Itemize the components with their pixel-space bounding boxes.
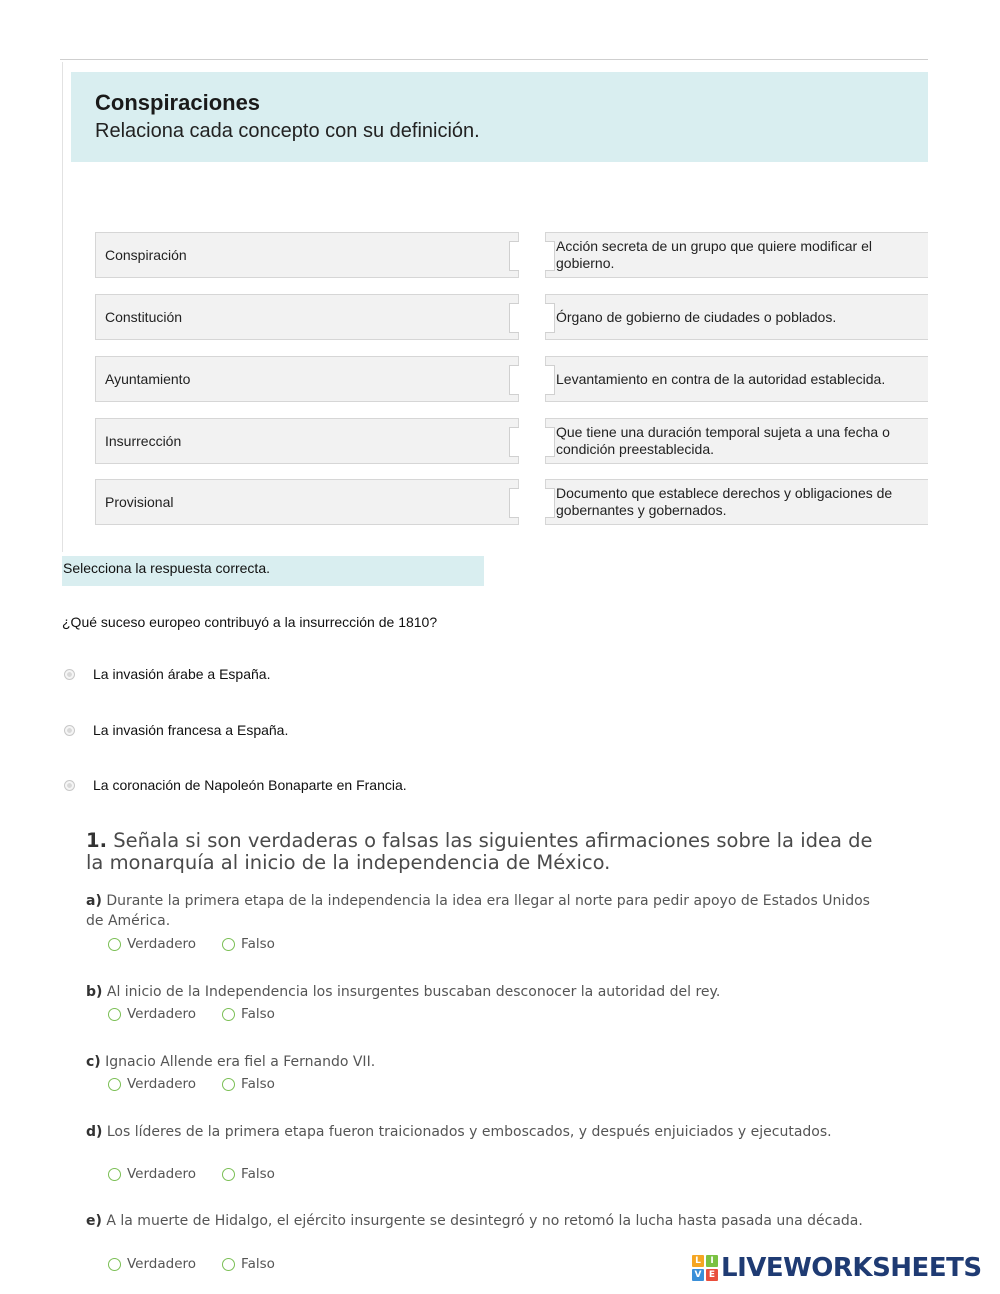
false-label: Falso <box>241 1076 275 1092</box>
tf-statement <box>86 891 876 931</box>
top-divider <box>60 59 928 60</box>
concept-card[interactable] <box>95 356 519 402</box>
definition-label: Acción secreta de un grupo que quiere modificar el gobierno. <box>556 238 872 271</box>
instruction-text: Selecciona la respuesta correcta. <box>63 560 270 576</box>
definition-card[interactable] <box>545 232 928 278</box>
statement-text: A la muerte de Hidalgo, el ejército insurgente se desintegró y no retomó la lucha hasta pasada una década. <box>106 1213 863 1229</box>
true-label: Verdadero <box>127 936 197 952</box>
true-label: Verdadero <box>127 1076 197 1092</box>
true-label: Verdadero <box>127 1256 197 1272</box>
true-label: Verdadero <box>127 1166 197 1182</box>
logo-letter: I <box>706 1255 718 1267</box>
radio-ring-icon[interactable] <box>108 1008 121 1021</box>
concept-label: Insurrección <box>105 433 182 449</box>
radio-ring-icon[interactable] <box>222 1168 235 1181</box>
statement-letter: d) <box>86 1124 103 1140</box>
false-label: Falso <box>241 1006 275 1022</box>
concept-label: Conspiración <box>105 247 187 263</box>
true-option[interactable] <box>108 1006 196 1022</box>
logo-grid-icon <box>692 1255 718 1281</box>
definition-card[interactable] <box>545 294 928 340</box>
statement-text: Los líderes de la primera etapa fueron traicionados y emboscados, y después enjuiciados y ejecutados. <box>106 1124 832 1140</box>
true-option[interactable] <box>108 936 196 952</box>
radio-ring-icon[interactable] <box>222 1258 235 1271</box>
definition-label: Órgano de gobierno de ciudades o poblados. <box>556 308 837 325</box>
false-option[interactable] <box>222 1006 275 1022</box>
statement-letter: a) <box>86 893 102 909</box>
answer-option[interactable] <box>62 664 270 684</box>
tf-heading-text: Señala si son verdaderas o falsas las siguientes afirmaciones sobre la idea de la monarquía al inicio de la independencia de México. <box>86 829 873 874</box>
concept-card[interactable] <box>95 418 519 464</box>
statement-letter: c) <box>86 1054 101 1070</box>
logo-letter: E <box>706 1269 718 1281</box>
definition-label: Levantamiento en contra de la autoridad establecida. <box>556 370 886 387</box>
true-label: Verdadero <box>127 1006 197 1022</box>
answer-option[interactable] <box>62 720 288 740</box>
instruction-bar <box>62 556 484 586</box>
definition-card[interactable] <box>545 479 928 525</box>
tf-options <box>108 1256 301 1272</box>
statement-text: Ignacio Allende era fiel a Fernando VII. <box>105 1054 376 1070</box>
radio-button[interactable] <box>64 725 75 736</box>
false-label: Falso <box>241 1166 275 1182</box>
option-label: La coronación de Napoleón Bonaparte en Francia. <box>93 777 407 793</box>
radio-ring-icon[interactable] <box>108 1168 121 1181</box>
radio-ring-icon[interactable] <box>108 1258 121 1271</box>
radio-ring-icon[interactable] <box>108 1078 121 1091</box>
answer-option[interactable] <box>62 775 407 795</box>
tf-number: 1. <box>86 829 107 852</box>
definition-label: Que tiene una duración temporal sujeta a una fecha o condición preestablecida. <box>556 424 890 457</box>
radio-button[interactable] <box>64 780 75 791</box>
true-option[interactable] <box>108 1076 196 1092</box>
tf-options <box>108 936 301 952</box>
definition-label: Documento que establece derechos y obligaciones de gobernantes y gobernados. <box>556 485 893 518</box>
definition-card[interactable] <box>545 418 928 464</box>
question-text: ¿Qué suceso europeo contribuyó a la insurrección de 1810? <box>62 614 438 630</box>
statement-letter: b) <box>86 984 103 1000</box>
option-label: La invasión árabe a España. <box>93 666 271 682</box>
radio-ring-icon[interactable] <box>222 1008 235 1021</box>
concept-card[interactable] <box>95 479 519 525</box>
radio-button[interactable] <box>64 669 75 680</box>
concept-card[interactable] <box>95 232 519 278</box>
true-option[interactable] <box>108 1166 196 1182</box>
concept-label: Provisional <box>105 494 174 510</box>
tf-options <box>108 1006 301 1022</box>
definition-card[interactable] <box>545 356 928 402</box>
tf-options <box>108 1166 301 1182</box>
tf-statement <box>86 1122 876 1142</box>
false-option[interactable] <box>222 1076 275 1092</box>
tf-statement <box>86 1052 876 1072</box>
false-option[interactable] <box>222 1166 275 1182</box>
tf-statement <box>86 982 876 1002</box>
radio-ring-icon[interactable] <box>222 938 235 951</box>
matching-subtitle: Relaciona cada concepto con su definición. <box>95 120 480 142</box>
statement-text: Durante la primera etapa de la independencia la idea era llegar al norte para pedir apoyo de Estados Unidos de América. <box>86 893 870 929</box>
true-option[interactable] <box>108 1256 196 1272</box>
logo-letter: L <box>692 1255 704 1267</box>
concept-label: Constitución <box>105 309 183 325</box>
statement-text: Al inicio de la Independencia los insurgentes buscaban desconocer la autoridad del rey. <box>106 984 721 1000</box>
statement-letter: e) <box>86 1213 102 1229</box>
false-option[interactable] <box>222 936 275 952</box>
tf-statement <box>86 1211 876 1231</box>
false-label: Falso <box>241 936 275 952</box>
concept-label: Ayuntamiento <box>105 371 191 387</box>
liveworksheets-logo <box>692 1253 982 1283</box>
concept-card[interactable] <box>95 294 519 340</box>
brand-name: LIVEWORKSHEETS <box>721 1253 982 1283</box>
tf-heading <box>86 830 876 874</box>
option-label: La invasión francesa a España. <box>93 722 289 738</box>
false-label: Falso <box>241 1256 275 1272</box>
tf-options <box>108 1076 301 1092</box>
false-option[interactable] <box>222 1256 275 1272</box>
radio-ring-icon[interactable] <box>222 1078 235 1091</box>
logo-letter: V <box>692 1269 704 1281</box>
radio-ring-icon[interactable] <box>108 938 121 951</box>
matching-title: Conspiraciones <box>95 90 261 115</box>
matching-header <box>71 72 928 162</box>
